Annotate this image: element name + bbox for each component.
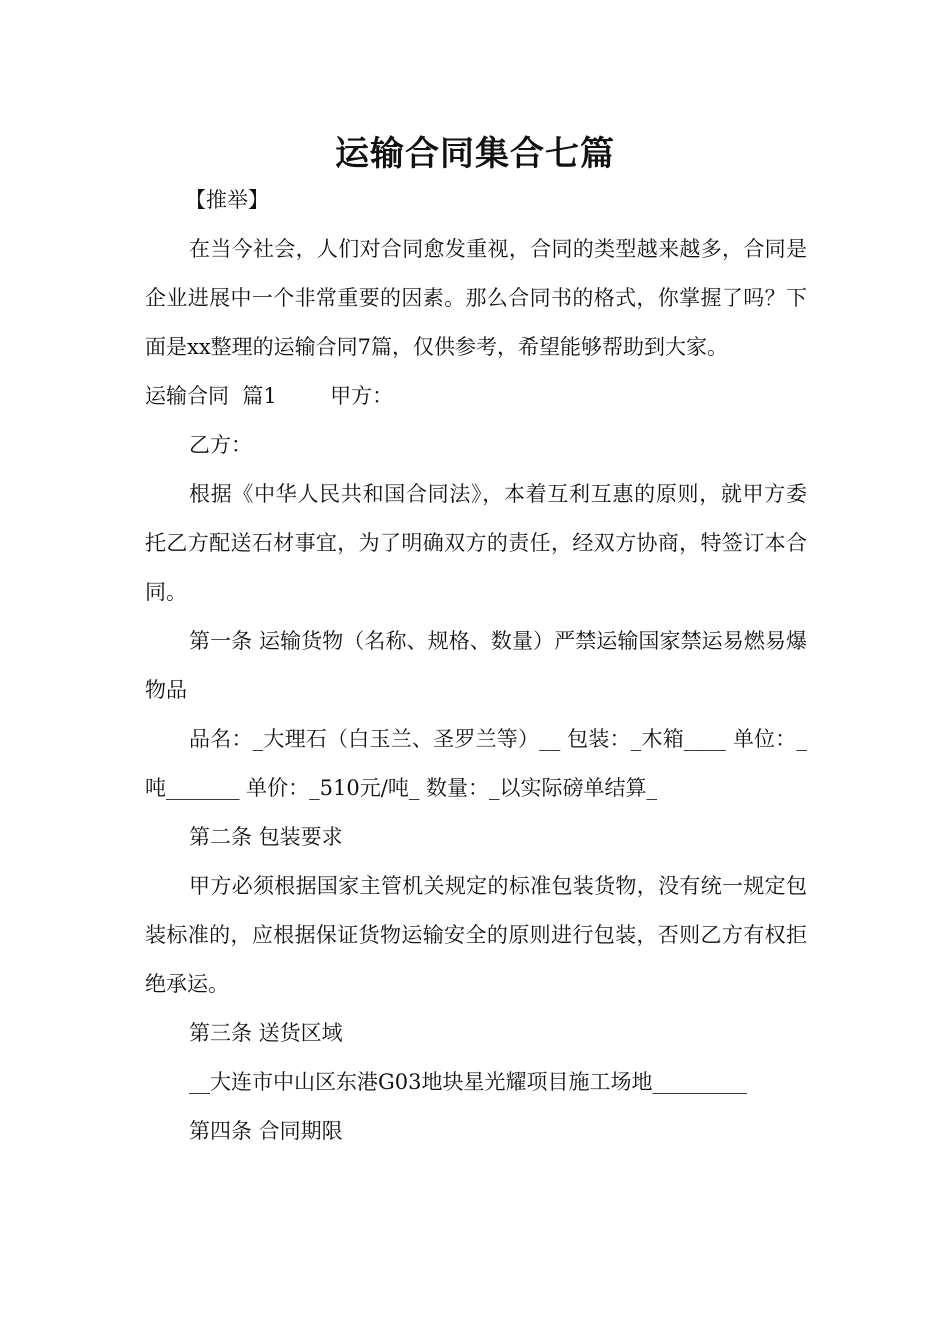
contract-section-heading: 运输合同 篇1 甲方： [145, 384, 394, 408]
article-2-heading: 第二条 包装要求 [189, 825, 343, 849]
delivery-area-line: __大连市中山区东港G03地块星光耀项目施工场地_________ [189, 1070, 747, 1094]
intro-paragraph: 在当今社会，人们对合同愈发重视，合同的类型越来越多，合同是企业进展中一个非常重要的因素。那么合同书的格式，你掌握了吗？下面是xx整理的运输合同7篇，仅供参考，希望能够帮助到大家。 [145, 237, 807, 359]
recommend-tag: 【推举】 [185, 188, 269, 212]
article-4-heading: 第四条 合同期限 [189, 1119, 343, 1143]
document-title: 运输合同集合七篇 [335, 134, 615, 174]
party-b-line: 乙方： [189, 433, 252, 457]
packaging-paragraph: 甲方必须根据国家主管机关规定的标准包装货物，没有统一规定包装标准的，应根据保证货物运输安全的原则进行包装，否则乙方有权拒绝承运。 [145, 874, 807, 996]
article-1-heading: 第一条 运输货物（名称、规格、数量）严禁运输国家禁运易燃易爆物品 [145, 629, 807, 702]
goods-details-paragraph: 品名：_大理石（白玉兰、圣罗兰等）__ 包装：_木箱____ 单位：_吨_______ 单价：_510元/吨_ 数量：_以实际磅单结算_ [145, 727, 807, 800]
document-body [145, 176, 807, 1156]
preamble-paragraph: 根据《中华人民共和国合同法》，本着互利互惠的原则，就甲方委托乙方配送石材事宜，为了明确双方的责任，经双方协商，特签订本合同。 [145, 482, 807, 604]
article-3-heading: 第三条 送货区域 [189, 1021, 343, 1045]
